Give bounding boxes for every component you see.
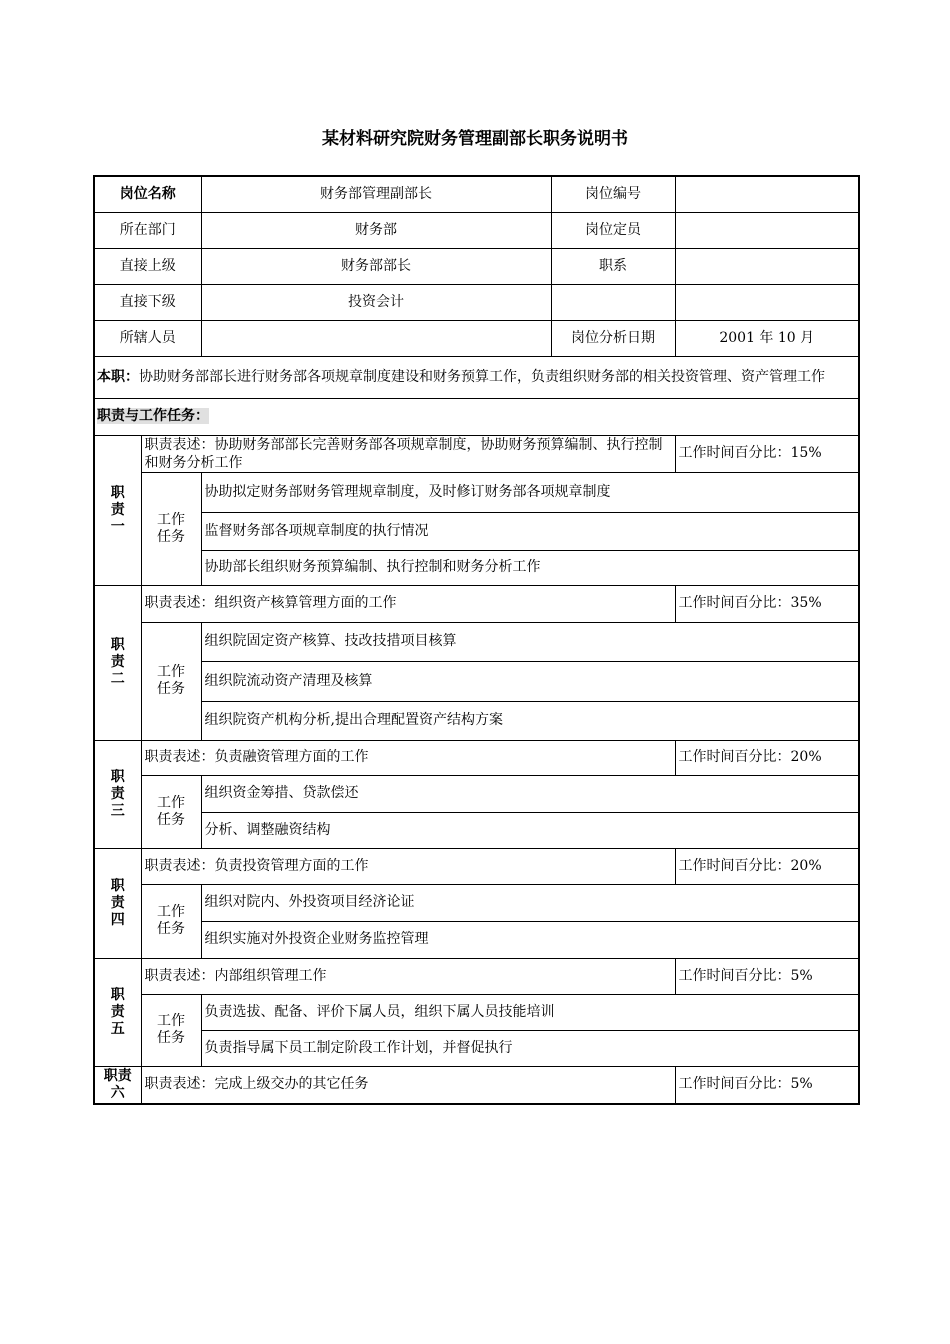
info-row <box>94 176 859 212</box>
info-value <box>201 320 551 356</box>
info-label <box>551 284 675 320</box>
task-item: 组织院流动资产清理及核算 <box>201 661 859 701</box>
info-value <box>675 284 859 320</box>
duty-percentage: 工作时间百分比：20% <box>675 848 859 884</box>
info-value: 财务部 <box>201 212 551 248</box>
task-row <box>94 1030 859 1066</box>
task-item: 组织院资产机构分析,提出合理配置资产结构方案 <box>201 701 859 740</box>
duty-row <box>94 585 859 622</box>
task-label: 工作 任务 <box>141 884 201 958</box>
task-row <box>94 622 859 661</box>
duty-description: 职责表述：组织资产核算管理方面的工作 <box>141 585 675 622</box>
summary-text: 协助财务部部长进行财务部各项规章制度建设和财务预算工作，负责组织财务部的相关投资管理、资产管理工作 <box>139 368 825 385</box>
duty-percentage: 工作时间百分比：20% <box>675 740 859 775</box>
task-row <box>94 550 859 585</box>
duties-header-row <box>94 398 859 435</box>
info-value <box>675 248 859 284</box>
duty-description: 职责表述：负责融资管理方面的工作 <box>141 740 675 775</box>
duty-row <box>94 1066 859 1104</box>
duty-description: 职责表述：协助财务部部长完善财务部各项规章制度，协助财务预算编制、执行控制和财务分析工作 <box>141 435 675 472</box>
duty-name: 职 责 一 <box>94 435 141 585</box>
task-row <box>94 661 859 701</box>
duty-row <box>94 740 859 775</box>
task-item: 协助拟定财务部财务管理规章制度，及时修订财务部各项规章制度 <box>201 472 859 512</box>
duty-percentage: 工作时间百分比：5% <box>675 958 859 994</box>
info-label: 岗位定员 <box>551 212 675 248</box>
info-row <box>94 212 859 248</box>
duty-row <box>94 958 859 994</box>
info-row <box>94 320 859 356</box>
info-value: 2001 年 10 月 <box>675 320 859 356</box>
duty-description: 职责表述：负责投资管理方面的工作 <box>141 848 675 884</box>
task-row <box>94 701 859 740</box>
duty-name: 职 责 三 <box>94 740 141 848</box>
task-row <box>94 884 859 921</box>
task-item: 负责指导属下员工制定阶段工作计划，并督促执行 <box>201 1030 859 1066</box>
info-label: 岗位分析日期 <box>551 320 675 356</box>
duty-description: 职责表述：内部组织管理工作 <box>141 958 675 994</box>
info-value <box>675 212 859 248</box>
task-item: 组织院固定资产核算、技改技措项目核算 <box>201 622 859 661</box>
info-value: 财务部部长 <box>201 248 551 284</box>
duty-percentage: 工作时间百分比：35% <box>675 585 859 622</box>
info-label: 岗位编号 <box>551 176 675 212</box>
info-value: 投资会计 <box>201 284 551 320</box>
task-item: 组织对院内、外投资项目经济论证 <box>201 884 859 921</box>
duty-percentage: 工作时间百分比：5% <box>675 1066 859 1104</box>
task-item: 分析、调整融资结构 <box>201 812 859 848</box>
info-label: 所在部门 <box>94 212 201 248</box>
duty-row <box>94 848 859 884</box>
duty-name: 职 责 四 <box>94 848 141 958</box>
task-item: 监督财务部各项规章制度的执行情况 <box>201 512 859 550</box>
task-item: 负责选拔、配备、评价下属人员，组织下属人员技能培训 <box>201 994 859 1030</box>
summary-label: 本职： <box>97 368 139 385</box>
task-label: 工作 任务 <box>141 775 201 848</box>
summary-row <box>94 356 859 398</box>
info-label: 直接上级 <box>94 248 201 284</box>
task-item: 协助部长组织财务预算编制、执行控制和财务分析工作 <box>201 550 859 585</box>
info-value: 财务部管理副部长 <box>201 176 551 212</box>
task-label: 工作 任务 <box>141 472 201 585</box>
info-label: 直接下级 <box>94 284 201 320</box>
duty-name: 职 责 五 <box>94 958 141 1066</box>
duty-percentage: 工作时间百分比：15% <box>675 435 859 472</box>
task-row <box>94 472 859 512</box>
duty-name: 职责 六 <box>94 1066 141 1104</box>
task-item: 组织资金筹措、贷款偿还 <box>201 775 859 812</box>
task-row <box>94 921 859 958</box>
info-label: 岗位名称 <box>94 176 201 212</box>
duty-name: 职 责 二 <box>94 585 141 740</box>
duty-description: 职责表述：完成上级交办的其它任务 <box>141 1066 675 1104</box>
job-description-table <box>93 175 860 1105</box>
info-value <box>675 176 859 212</box>
info-row <box>94 284 859 320</box>
duty-row <box>94 435 859 472</box>
page-title: 某材料研究院财务管理副部长职务说明书 <box>322 129 628 149</box>
info-row <box>94 248 859 284</box>
info-label: 所辖人员 <box>94 320 201 356</box>
task-label: 工作 任务 <box>141 622 201 740</box>
task-row <box>94 994 859 1030</box>
task-row <box>94 812 859 848</box>
info-label: 职系 <box>551 248 675 284</box>
task-label: 工作 任务 <box>141 994 201 1066</box>
task-row <box>94 512 859 550</box>
task-row <box>94 775 859 812</box>
task-item: 组织实施对外投资企业财务监控管理 <box>201 921 859 958</box>
duties-header: 职责与工作任务： <box>97 408 209 424</box>
